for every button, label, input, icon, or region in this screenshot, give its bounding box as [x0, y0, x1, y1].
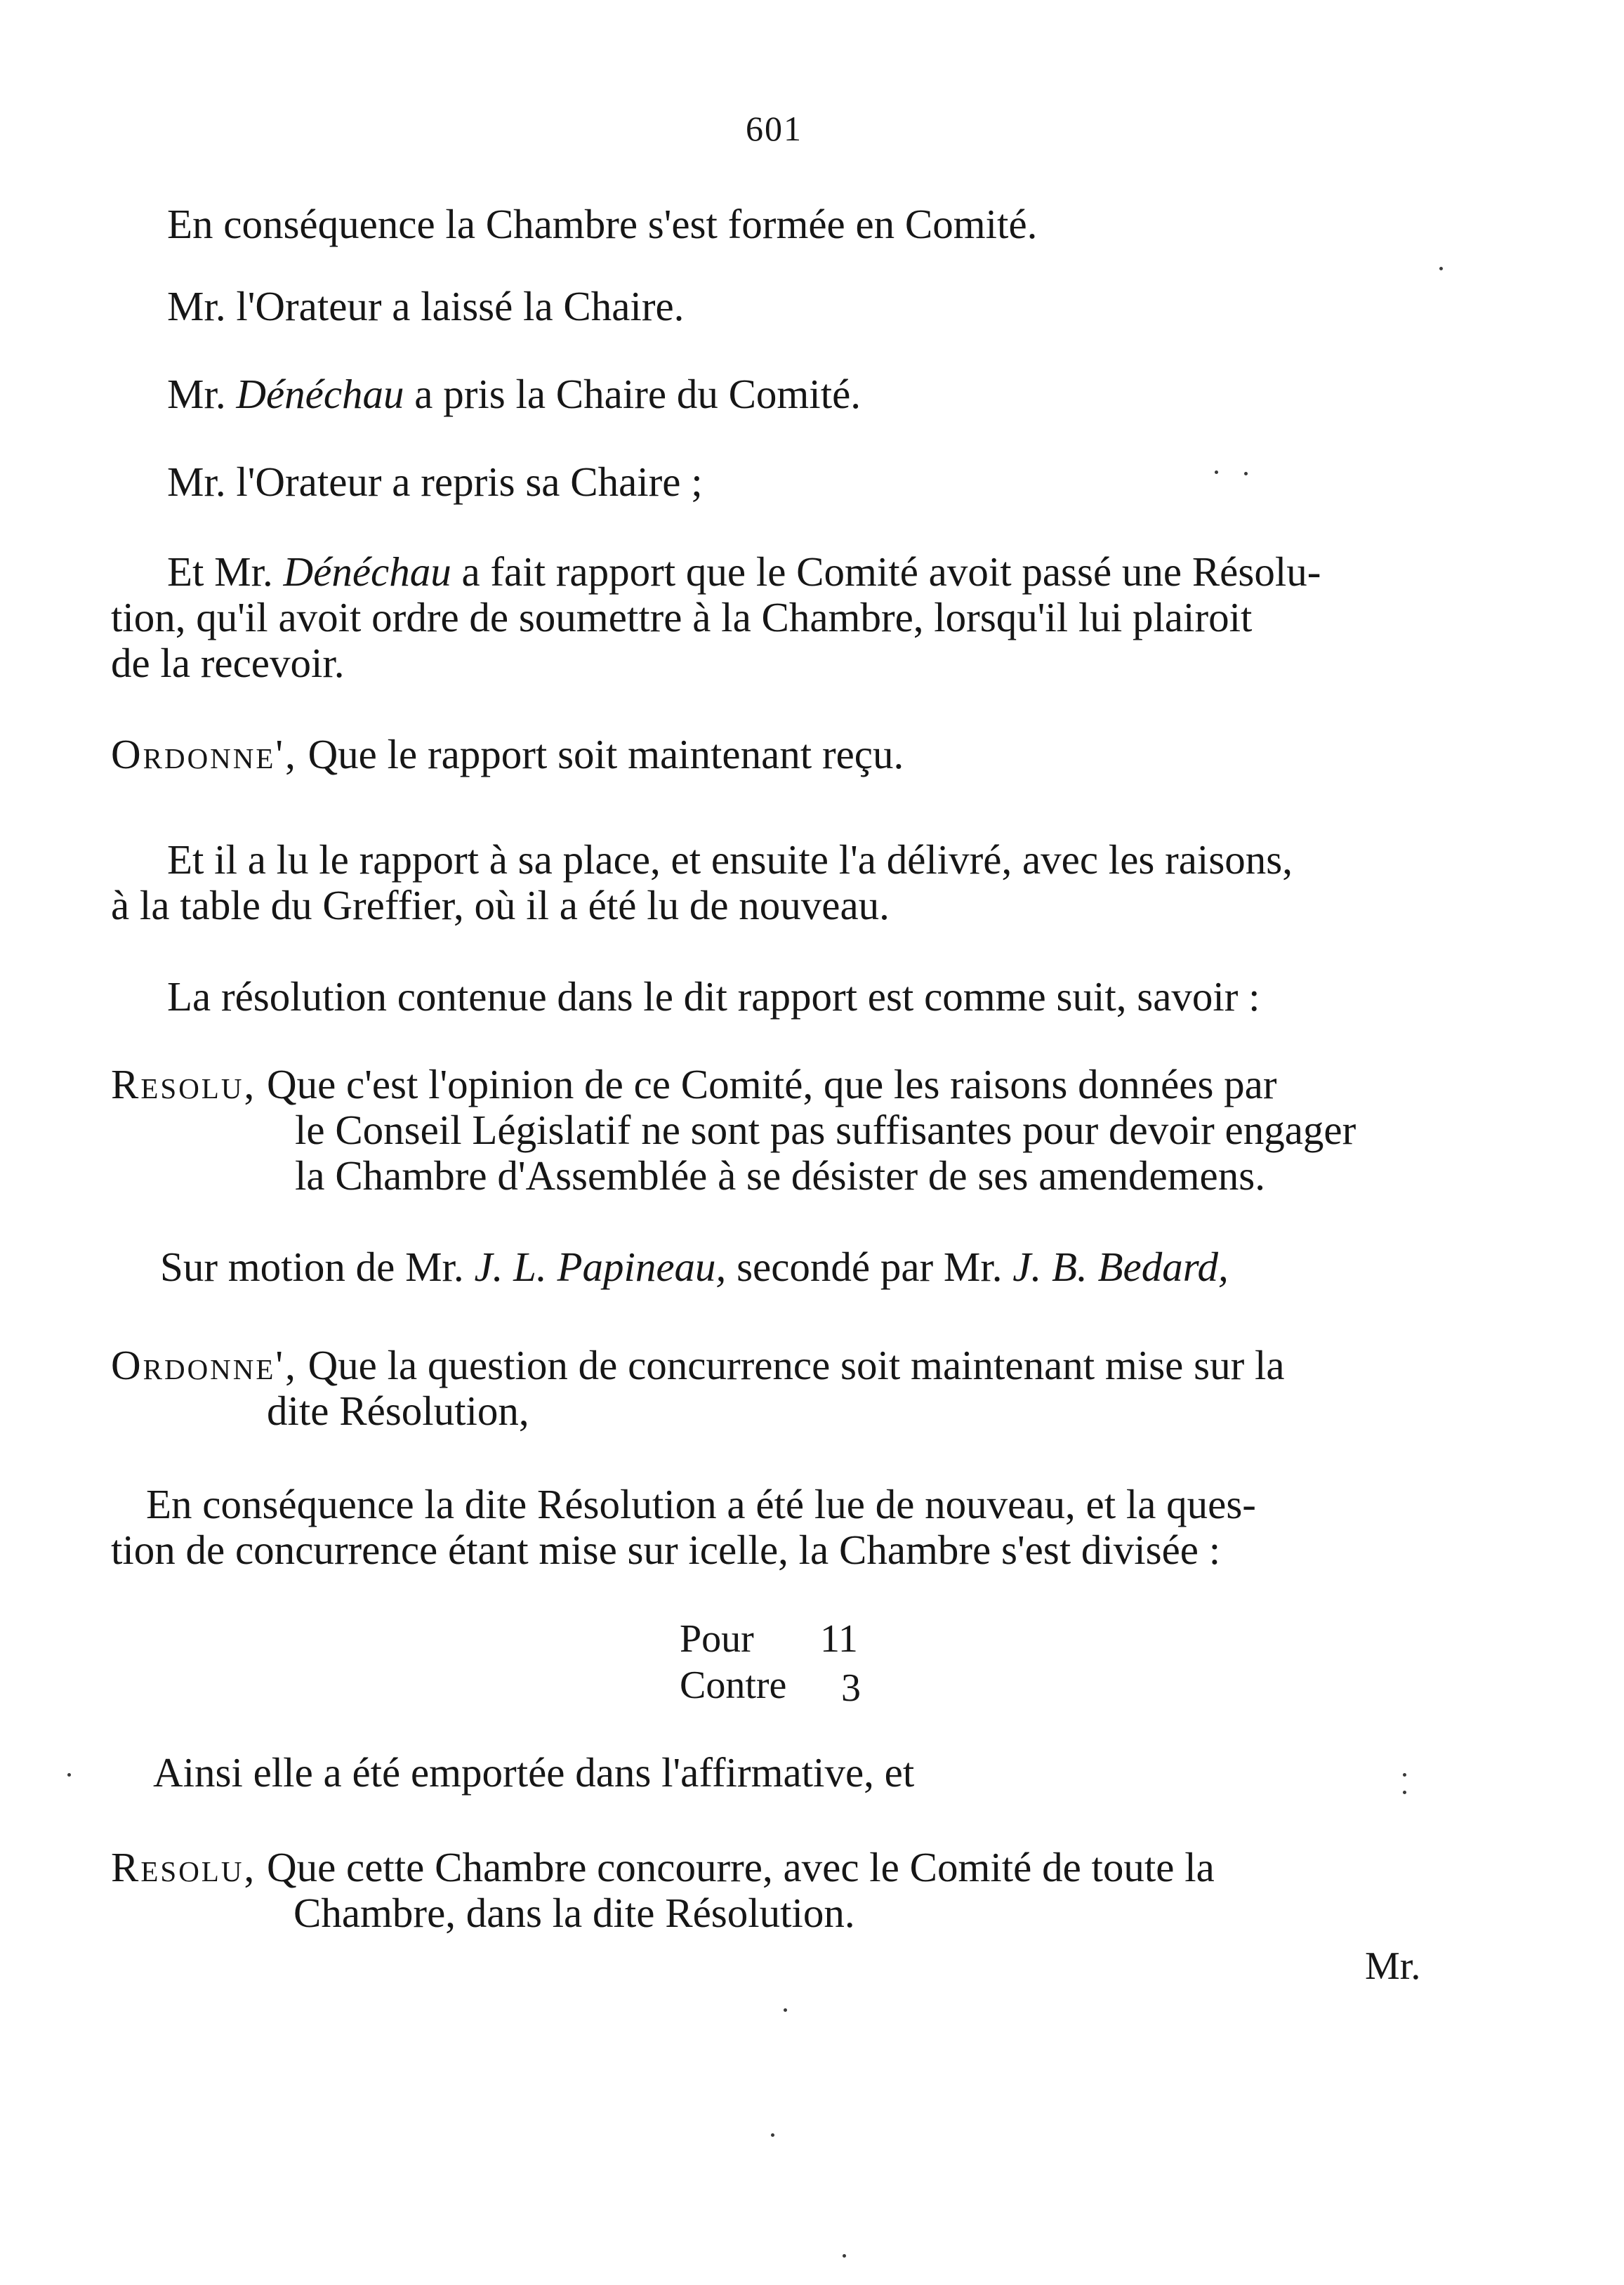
resolution-1-line-3: la Chambre d'Assemblée à se désister de ses amendemens.	[295, 1152, 1265, 1199]
vote-for-label: Pour	[680, 1617, 754, 1661]
print-speck	[784, 2008, 787, 2012]
member-name: Dénéchau	[283, 548, 451, 595]
text-segment: a pris la Chaire du Comité.	[414, 371, 861, 417]
paragraph-division-line-2: tion de concurrence étant mise sur icelle, la Chambre s'est divisée :	[111, 1527, 1221, 1573]
ordered-label: Ordonne',	[111, 731, 298, 777]
member-name: Dénéchau	[236, 371, 404, 417]
print-speck	[1403, 1791, 1406, 1794]
text-segment: a fait rapport que le Comité avoit passé une Résolu-	[461, 548, 1321, 595]
print-speck	[843, 2254, 846, 2258]
text-segment: Sur motion de Mr.	[160, 1244, 464, 1290]
paragraph-speaker-left: Mr. l'Orateur a laissé la Chaire.	[167, 283, 685, 329]
paragraph-ordered-question-line-1	[111, 1341, 1285, 1389]
text-segment: Que la question de concurrence soit maintenant mise sur la	[308, 1342, 1285, 1388]
vote-against-label: Contre	[680, 1664, 787, 1707]
paragraph-committee-formed: En conséquence la Chambre s'est formée en Comité.	[167, 201, 1038, 247]
vote-against-count: 3	[841, 1666, 861, 1710]
member-name: J. L. Papineau,	[474, 1244, 727, 1290]
resolution-1-line-1	[111, 1060, 1277, 1108]
page-number: 601	[746, 109, 803, 148]
text-segment: Et Mr.	[167, 548, 273, 595]
resolved-label: Resolu,	[111, 1844, 257, 1890]
member-name: J. B. Bedard,	[1012, 1244, 1229, 1290]
text-segment: Que c'est l'opinion de ce Comité, que les raisons données par	[266, 1061, 1277, 1107]
resolution-2-line-1	[111, 1843, 1215, 1891]
print-speck	[1215, 470, 1218, 474]
resolution-2-line-2: Chambre, dans la dite Résolution.	[293, 1890, 855, 1936]
text-segment: Mr.	[167, 371, 226, 417]
vote-for-count: 11	[820, 1617, 858, 1661]
paragraph-report-read-line-2: à la table du Greffier, où il a été lu de nouveau.	[111, 882, 890, 928]
print-speck	[1439, 267, 1443, 270]
paragraph-report-line-1	[167, 548, 1321, 595]
paragraph-division-line-1: En conséquence la dite Résolution a été lue de nouveau, et la ques-	[146, 1481, 1256, 1527]
paragraph-report-read-line-1: Et il a lu le rapport à sa place, et ensuite l'a délivré, avec les raisons,	[167, 836, 1293, 883]
text-segment: secondé par Mr.	[737, 1244, 1003, 1290]
resolved-label: Resolu,	[111, 1061, 257, 1107]
paragraph-report-line-2: tion, qu'il avoit ordre de soumettre à la Chambre, lorsqu'il lui plairoit	[111, 594, 1253, 640]
paragraph-motion	[160, 1243, 1229, 1291]
catchword: Mr.	[1365, 1944, 1421, 1988]
text-segment: Que le rapport soit maintenant reçu.	[308, 731, 904, 777]
print-speck	[771, 2133, 774, 2137]
paragraph-ordered-question-line-2: dite Résolution,	[267, 1388, 529, 1434]
paragraph-chair-taken	[167, 370, 861, 418]
print-speck	[1244, 472, 1248, 475]
paragraph-ordered-received	[111, 730, 904, 778]
print-speck	[1403, 1773, 1406, 1777]
text-segment: Que cette Chambre concourre, avec le Comité de toute la	[266, 1844, 1215, 1890]
paragraph-report-line-3: de la recevoir.	[111, 640, 345, 686]
paragraph-speaker-resumed: Mr. l'Orateur a repris sa Chaire ;	[167, 459, 703, 505]
ordered-label: Ordonne',	[111, 1342, 298, 1388]
paragraph-resolution-intro: La résolution contenue dans le dit rapport est comme suit, savoir :	[167, 973, 1260, 1020]
print-speck	[67, 1773, 71, 1777]
paragraph-affirmative: Ainsi elle a été emportée dans l'affirmative, et	[153, 1749, 915, 1796]
resolution-1-line-2: le Conseil Législatif ne sont pas suffisantes pour devoir engager	[295, 1107, 1356, 1153]
